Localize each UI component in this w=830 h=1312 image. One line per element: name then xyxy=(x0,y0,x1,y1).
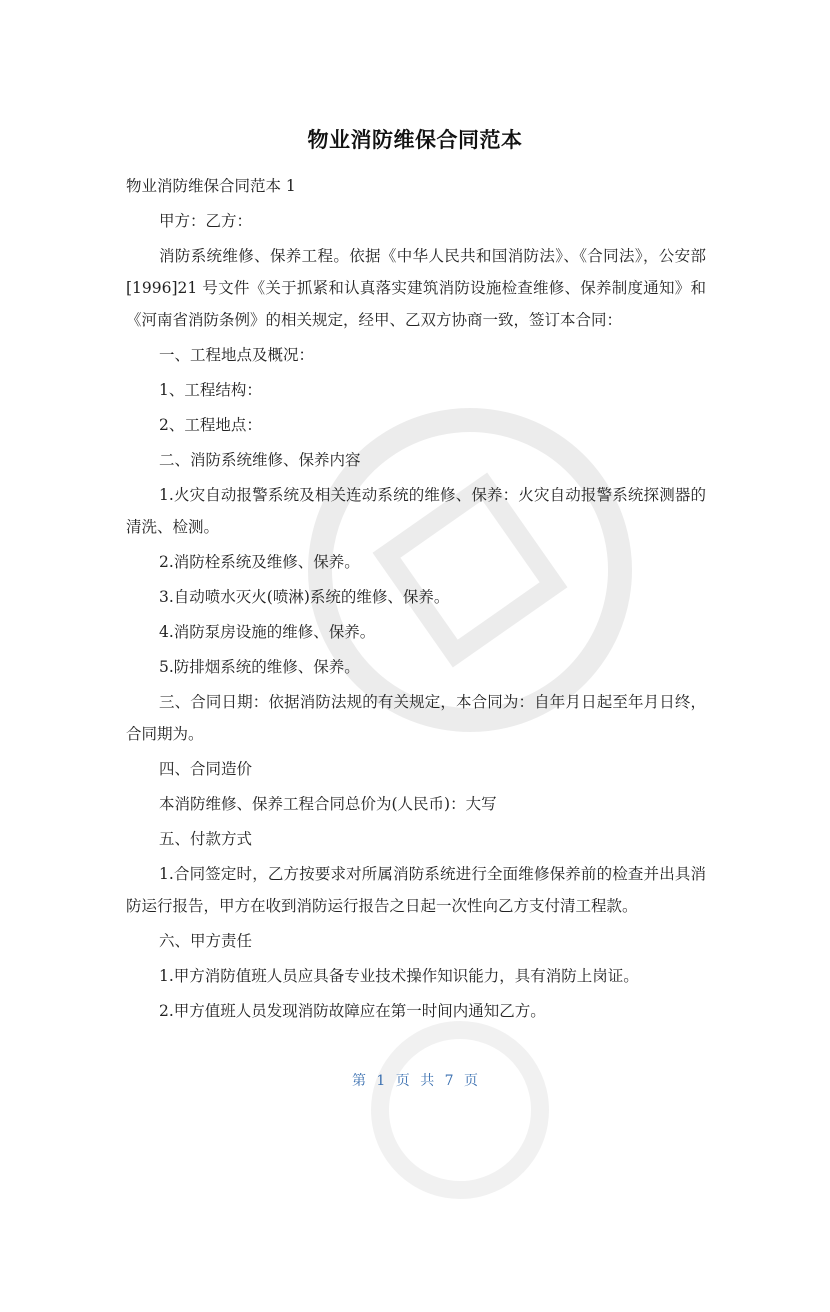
paragraph: 本消防维修、保养工程合同总价为(人民币)：大写 xyxy=(159,795,497,813)
paragraph: 4.消防泵房设施的维修、保养。 xyxy=(159,623,376,641)
paragraph: 3.自动喷水灭火(喷淋)系统的维修、保养。 xyxy=(159,588,450,606)
paragraph: 五、付款方式 xyxy=(159,830,253,848)
paragraph: 四、合同造价 xyxy=(159,760,253,778)
paragraph: 二、消防系统维修、保养内容 xyxy=(159,451,361,469)
paragraph: 六、甲方责任 xyxy=(159,932,253,950)
paragraph: 一、工程地点及概况： xyxy=(159,346,315,364)
page-number-footer: 第 1 页 共 7 页 xyxy=(351,1073,479,1089)
paragraph: 2.消防栓系统及维修、保养。 xyxy=(159,553,360,571)
paragraph: 消防系统维修、保养工程。依据《中华人民共和国消防法》、《合同法》，公安部[1996]21 号文件《关于抓紧和认真落实建筑消防设施检查维修、保养制度通知》和《河南省消防条例》的相关规定，经甲、乙双方协商一致，签订本合同： xyxy=(126,247,706,329)
paragraph: 1.甲方消防值班人员应具备专业技术操作知识能力，具有消防上岗证。 xyxy=(159,967,639,985)
document-body xyxy=(126,170,706,1030)
paragraph: 2.甲方值班人员发现消防故障应在第一时间内通知乙方。 xyxy=(159,1002,546,1020)
paragraph: 甲方：乙方： xyxy=(159,212,253,230)
paragraph: 三、合同日期：依据消防法规的有关规定，本合同为：自年月日起至年月日终，合同期为。 xyxy=(126,693,706,743)
paragraph: 2、工程地点： xyxy=(159,416,262,434)
paragraph: 5.防排烟系统的维修、保养。 xyxy=(159,658,360,676)
paragraph: 1、工程结构： xyxy=(159,381,262,399)
document-title: 物业消防维保合同范本 xyxy=(307,128,523,152)
paragraph: 1.火灾自动报警系统及相关连动系统的维修、保养：火灾自动报警系统探测器的清洗、检测。 xyxy=(126,486,706,536)
paragraph: 1.合同签定时，乙方按要求对所属消防系统进行全面维修保养前的检查并出具消防运行报告，甲方在收到消防运行报告之日起一次性向乙方支付清工程款。 xyxy=(126,865,706,915)
paragraph: 物业消防维保合同范本 1 xyxy=(126,177,296,195)
